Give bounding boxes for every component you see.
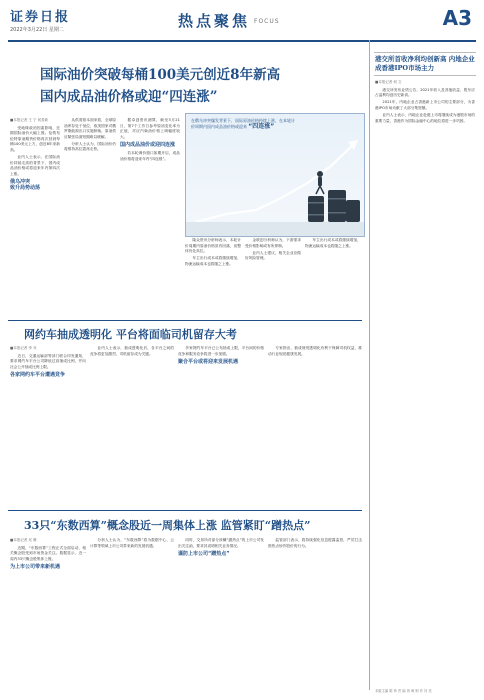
article-3-column-1: [10, 538, 86, 686]
article-3-paragraph: 同时，交易所对部分涉嫌“蹭热点”的上市公司发出关注函，要求其说明相关业务情况。: [178, 538, 264, 548]
main-paragraph: 从供需基本面来看，全球原油库存处于低位，欧美国家对俄罗斯能源出口实施制裁，原油供应紧张局面短期难以缓解。: [64, 118, 116, 139]
main-paragraph: 若本轮调价窗口如期开启，成品油价格将迎来年内“四连涨”。: [120, 150, 180, 161]
main-headline: [40, 64, 340, 108]
article-3-byline: ■本报记者 吴 珊: [10, 538, 37, 542]
article-2-byline: ■本报记者 李 乔: [10, 346, 37, 350]
article-2-column-1: [10, 346, 86, 506]
ground-strip: [186, 222, 364, 236]
main-column-4: [185, 238, 241, 314]
article-2-paragraph: 专家指出，抽成规则透明化有利于保障司机权益，推动行业规范健康发展。: [268, 346, 362, 356]
main-column-6: [305, 238, 361, 314]
main-column-1: [10, 118, 60, 314]
section-divider: [8, 510, 362, 511]
main-subhead: [10, 180, 60, 191]
main-subhead-line-2: 致升局势动荡: [10, 185, 41, 192]
section-divider: [8, 320, 362, 321]
main-column-3: [120, 118, 180, 314]
main-subhead: 国内成品油价或迎四连涨: [120, 142, 176, 149]
main-paragraph: 受地缘政治因素影响，近期国际油价大幅上涨。伦敦布伦特原油期货价格再次回到每桶100美元上方，创近8年来新高。: [10, 125, 60, 152]
newspaper-logo: 证券日报: [10, 10, 71, 25]
main-paragraph: 分析人士认为，国际油价仍将维持高位震荡走势。: [64, 141, 116, 152]
oil-barrel-icon-3: [346, 200, 360, 222]
main-byline: ■本报记者 王 宁 何善新: [10, 118, 49, 122]
oil-barrel-icon-2: [328, 190, 346, 222]
sidebar-paragraph: 业内人士表示，内地企业赴港上市将继续成为港股市场的重要力量，香港作为国际金融中心的地位将进一步巩固。: [375, 112, 475, 123]
main-paragraph: 车主出行成本或将继续增加，物流运输成本也将随之上涨。: [185, 256, 241, 266]
sidebar-body: [375, 80, 475, 680]
masthead: [8, 4, 476, 42]
article-2-column-2: [90, 346, 174, 506]
article-2-paragraph: 近日，交通运输部等部门联合印发通知，要求网约车平台公司降低过高抽成比例，并向社会公开抽成比例上限。: [10, 353, 86, 369]
article-3-column-3: [178, 538, 264, 686]
article-3-paragraph: 监管部门表示，将持续强化信息披露监管，严厉打击借热点炒作股价的行为。: [268, 538, 362, 548]
sidebar-byline: ■本报记者 何 文: [375, 80, 402, 84]
main-column-2: [64, 118, 116, 314]
man-climbing-icon: [316, 171, 324, 194]
article-3-paragraph: 分析人士认为，“东数西算”将为数据中心、云计算等领域上市公司带来新的发展机遇。: [90, 538, 174, 548]
main-paragraph: 业内人士表示，在国际油价持续走高的背景下，国内成品油价格或将迎来年内第四次上涨。: [10, 155, 60, 176]
sidebar-paragraph: 港交所发布业绩公告，2021年收入及其他收益、股东应占溢利均创历史新高。: [375, 87, 475, 98]
main-paragraph: 据卓创资讯测算，截至3月21日，第7个工作日参考原油变化率为正值，对应汽柴油价格上调幅度较大。: [120, 118, 180, 139]
sidebar-headline: 港交所首收净利均创新高 内地企业成香港IPO市场主力: [375, 55, 475, 72]
article-3-column-4: [268, 538, 362, 686]
article-3-headline: 33只“东数西算”概念股近一周集体上涨 监管紧盯“蹭热点”: [24, 519, 311, 532]
oil-barrels-illustration: [186, 114, 364, 236]
article-3-column-2: [90, 538, 174, 686]
sidebar-rule: [374, 75, 476, 76]
sidebar-paragraph: 2021年，内地企业占香港新上市公司的主要部分，为香港IPO市场贡献了大部分集资额。: [375, 100, 475, 110]
article-2-paragraph: 多家网约车平台已公布抽成上限，平台间的价格竞争和服务竞争将进一步加剧。: [178, 346, 264, 356]
issue-date: 2022年3月22日 星期二: [10, 27, 64, 33]
main-paragraph: 业内人士建议，相关企业应做好风险管理。: [245, 250, 301, 261]
article-2-headline: 网约车抽成透明化 平台将面临司机留存大考: [24, 328, 237, 341]
sidebar-rule: [374, 52, 476, 53]
illustration-caption-text: 在俄乌冲突爆发背景下，国际原油价格持续上涨，在本轮计价周期内国内成品油价格或迎来: [191, 118, 295, 129]
article-3-subhead: 为上市公司带来新机遇: [10, 564, 61, 571]
main-paragraph: 金联创分析师认为，下游需求受价格影响或有所抑制。: [245, 238, 301, 248]
article-2-column-4: [268, 346, 362, 506]
oil-barrel-icon-1: [308, 196, 324, 222]
article-2-subhead: 各家网约车平台遭遇竞争: [10, 372, 66, 379]
section-subtitle: FOCUS: [254, 18, 280, 25]
main-paragraph: 隆众资讯分析师表示，本轮计价周期内原油价格虽有回落，但整体仍处高位。: [185, 238, 241, 254]
article-2-paragraph: 业内人士表示，抽成透明化后，各平台之间的竞争将更加激烈，司机留存成为关键。: [90, 346, 174, 356]
main-subhead-line-1: 俄乌冲突: [10, 179, 31, 186]
main-column-5: [245, 238, 301, 314]
page-number: A3: [442, 6, 472, 30]
section-title: 热点聚焦: [178, 12, 251, 30]
page-footer: 本版主编 陈 炜 责 编 刘 萌 制 作 闫 亮: [375, 689, 432, 693]
article-3-subhead: 谨防上市公司“蹭热点”: [178, 551, 230, 558]
article-2-column-3: [178, 346, 264, 506]
main-headline-line-1: 国际油价突破每桶100美元创近8年新高: [40, 67, 281, 83]
illustration-emphasis: “四连涨”: [248, 123, 275, 130]
main-paragraph: 车主出行成本或将继续增加，物流运输成本也将随之上涨。: [305, 238, 361, 248]
sidebar: [369, 40, 478, 690]
article-3-paragraph: 近期，“东数西算”工程正式全面启动，相关概念股受到市场资金关注。数据显示，近一周内33只概念股集体上涨。: [10, 545, 86, 561]
oil-price-illustration: [185, 113, 365, 237]
article-2-subhead: 聚合平台或将迎来发展机遇: [178, 359, 239, 366]
main-headline-line-2: 国内成品油价格或迎“四连涨”: [40, 89, 218, 105]
